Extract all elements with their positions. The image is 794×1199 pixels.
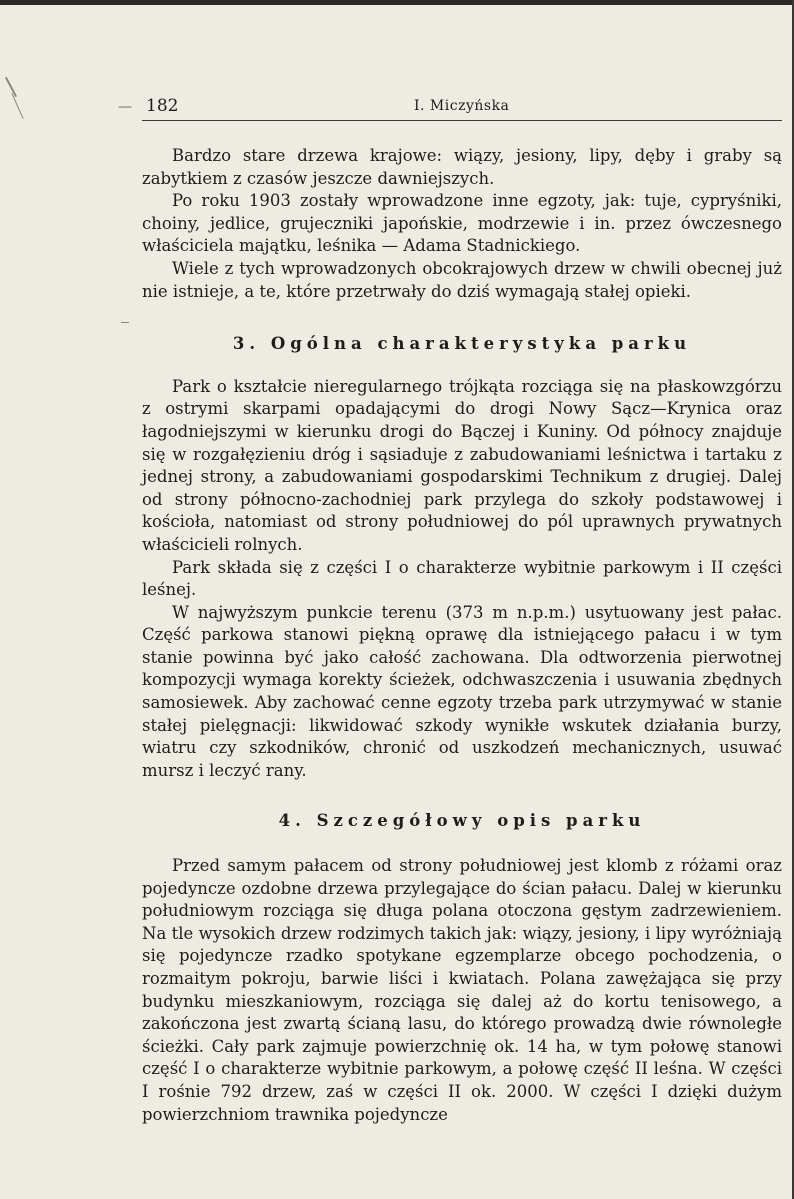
margin-dash-mark	[121, 322, 129, 323]
running-head: I. Miczyńska	[414, 98, 510, 114]
article-body	[142, 145, 782, 1126]
margin-pen-mark	[11, 93, 23, 119]
scan-top-edge	[0, 0, 794, 5]
section-heading: 4. Szczegółowy opis parku	[278, 811, 646, 831]
paragraph: Bardzo stare drzewa krajowe: wiązy, jesiony, lipy, dęby i graby są zabytkiem z czasów jeszcze dawniejszych.	[142, 146, 782, 188]
header-dash-mark: —	[118, 99, 132, 115]
paragraph: Park składa się z części I o charakterze wybitnie parkowym i II części leśnej.	[142, 557, 782, 600]
paragraph: Wiele z tych wprowadzonych obcokrajowych drzew w chwili obecnej już nie istnieje, a te, które przetrwały do dziś wymagają stałej opieki.	[142, 258, 782, 301]
section-heading: 3. Ogólna charakterystyka parku	[232, 334, 692, 354]
header-rule	[142, 120, 782, 121]
page-header	[118, 96, 782, 120]
paragraph: Po roku 1903 zostały wprowadzone inne egzoty, jak: tuje, cypryśniki, choiny, jedlice, grujeczniki japońskie, modrzewie i in. przez ówczesnego właściciela majątku, leśnika — Adama Stadnickiego.	[142, 191, 782, 256]
paragraph: Park o kształcie nieregularnego trójkąta rozciąga się na płaskowzgórzu z ostrymi skarpami opadającymi do drogi Nowy Sącz—Krynica oraz łagodniejszymi w kierunku drogi do Bączej i Kuniny. Od północy znajduje się w rozgałęzieniu dróg i sąsiaduje z zabudowaniami leśnictwa i tartaku z jednej strony, a zabudowaniami gospodarskimi Technikum z drugiej. Dalej od strony północno-zachodniej park przylega do szkoły podstawowej i kościoła, natomiast od strony południowej do pól uprawnych prywatnych właścicieli rolnych.	[142, 376, 782, 554]
page-number: 182	[146, 96, 179, 116]
paragraph: W najwyższym punkcie terenu (373 m n.p.m.) usytuowany jest pałac. Część parkowa stanowi piękną oprawę dla istniejącego pałacu i w tym stanie powinna być jako całość zachowana. Dla odtworzenia pierwotnej kompozycji wymaga korekty ścieżek, odchwaszczenia i usuwania zbędnych samosiewek. Aby zachować cenne egzoty trzeba park utrzymywać w stanie stałej pielęgnacji: likwidować szkody wynikłe wskutek działania burzy, wiatru czy szkodników, chronić od uszkodzeń mechanicznych, usuwać mursz i leczyć rany.	[142, 602, 782, 780]
paragraph: Przed samym pałacem od strony południowej jest klomb z różami oraz pojedyncze ozdobne drzewa przylegające do ścian pałacu. Dalej w kierunku południowym rozciąga się długa polana otoczona gęstym zadrzewieniem. Na tle wysokich drzew rodzimych takich jak: wiązy, jesiony, i lipy wyróżniają się pojedyncze rzadko spotykane egzemplarze obcego pochodzenia, o rozmaitym pokroju, barwie liści i kwiatach. Polana zawężająca się przy budynku mieszkaniowym, rozciąga się dalej aż do kortu tenisowego, a zakończona jest zwartą ścianą lasu, do którego prowadzą dwie równoległe ścieżki. Cały park zajmuje powierzchnię ok. 14 ha, w tym połowę stanowi część I o charakterze wybitnie parkowym, a połowę część II leśna. W części I rośnie 792 drzew, zaś w części II ok. 2000. W części I dzięki dużym powierzchniom trawnika pojedyncze	[142, 856, 782, 1124]
